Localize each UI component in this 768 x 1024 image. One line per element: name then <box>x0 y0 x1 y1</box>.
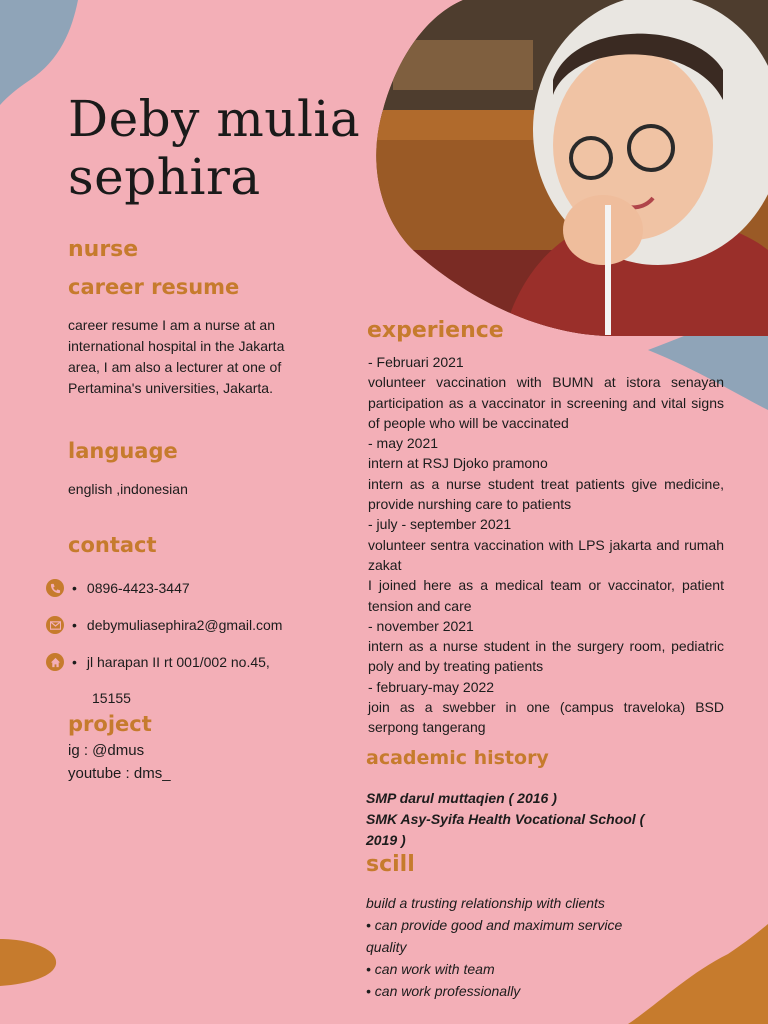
experience-line: join as a swebber in one (campus traveloka) BSD serpong tangerang <box>368 699 724 736</box>
experience-line: volunteer sentra vaccination with LPS jakarta and rumah zakat <box>368 536 724 573</box>
email-address[interactable]: debymuliasephira2@gmail.com <box>86 617 283 633</box>
academic-item: SMK Asy-Syifa Health Vocational School ( 2019 ) <box>366 811 645 848</box>
language-title: language <box>68 439 178 463</box>
skill-item: • can work professionally <box>366 983 521 999</box>
experience-line: - Februari 2021 <box>368 354 464 370</box>
experience-line: - november 2021 <box>368 617 474 634</box>
academic-history-title: academic history <box>366 747 549 769</box>
experience-line: - february-may 2022 <box>368 678 495 695</box>
project-title: project <box>68 712 152 736</box>
name-line-2: sephira <box>68 148 261 206</box>
skill-item: build a trusting relationship with clients <box>366 895 605 911</box>
contact-email-row <box>46 616 282 634</box>
project-youtube[interactable]: youtube : dms_ <box>68 765 171 782</box>
experience-line: - july - september 2021 <box>368 516 512 533</box>
contact-title: contact <box>68 533 157 557</box>
experience-line: I joined here as a medical team or vaccinator, patient tension and care <box>368 577 724 614</box>
career-summary: career resume I am a nurse at an international hospital in the Jakarta area, I am also a lecturer at one of Pertamina's universities, Jakarta. <box>68 317 285 396</box>
profile-photo <box>373 0 768 336</box>
postcode: 15155 <box>92 690 131 706</box>
decorative-blob-bottom-left <box>0 934 70 1024</box>
academic-item: SMP darul muttaqien ( 2016 ) <box>366 790 557 806</box>
full-name <box>68 90 360 206</box>
experience-title: experience <box>367 318 504 343</box>
phone-number[interactable]: 0896-4423-3447 <box>86 580 190 596</box>
bullet: • <box>72 654 77 670</box>
experience-list <box>368 352 724 738</box>
academic-history-list <box>366 788 666 851</box>
skill-item: • can provide good and maximum service quality <box>366 917 623 955</box>
contact-address-row <box>46 653 270 671</box>
experience-line: intern at RSJ Djoko pramono <box>368 455 548 472</box>
skill-item: • can work with team <box>366 961 495 977</box>
phone-icon <box>46 579 64 597</box>
home-icon <box>46 653 64 671</box>
career-resume-title: career resume <box>68 275 240 299</box>
skill-list <box>366 892 666 1002</box>
bullet: • <box>72 580 77 596</box>
name-line-1: Deby mulia <box>68 90 361 148</box>
experience-line: intern as a nurse student in the surgery room, pediatric poly and by treating patients <box>368 638 724 675</box>
role-title: nurse <box>68 237 139 262</box>
contact-phone-row <box>46 579 190 597</box>
experience-line: intern as a nurse student treat patients give medicine, provide nurshing care to patients <box>368 475 724 513</box>
address: jl harapan II rt 001/002 no.45, <box>86 654 270 670</box>
experience-line: - may 2021 <box>368 435 439 452</box>
language-value: english ,indonesian <box>68 481 188 497</box>
skill-title: scill <box>366 852 415 877</box>
bullet: • <box>72 617 77 633</box>
project-instagram[interactable]: ig : @dmus <box>68 742 145 759</box>
email-icon <box>46 616 64 634</box>
experience-line: volunteer vaccination with BUMN at istora senayan participation as a vaccinator in screening and vital signs of people who will be vaccinated <box>368 374 724 431</box>
